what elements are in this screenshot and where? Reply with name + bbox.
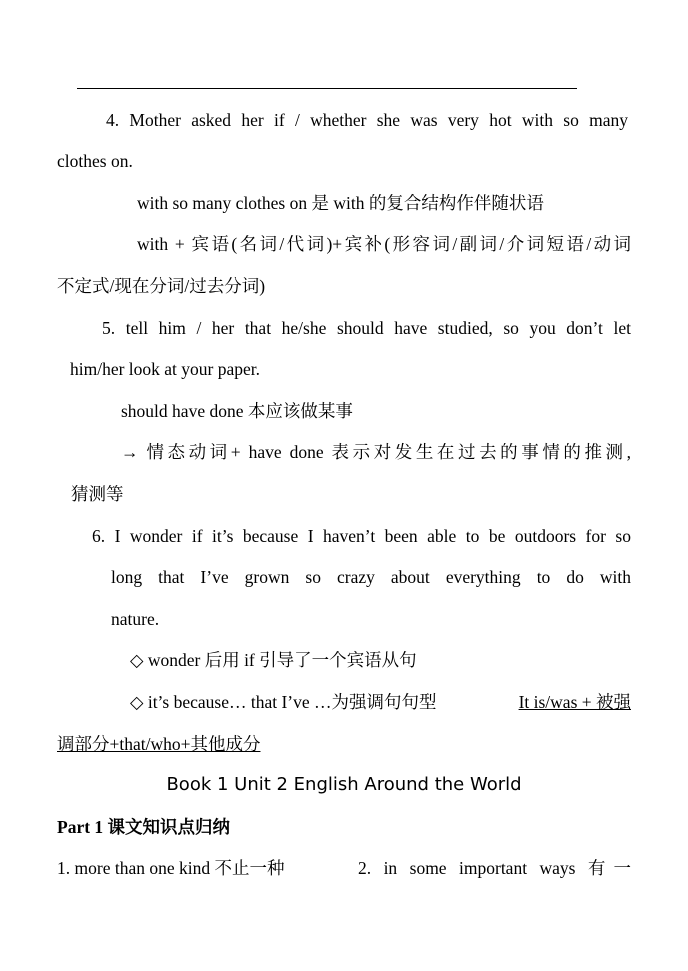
item-4-line-2: clothes on. bbox=[57, 151, 133, 171]
section-title: Book 1 Unit 2 English Around the World bbox=[166, 774, 522, 795]
list-item-1: 1. more than one kind 不止一种 bbox=[57, 858, 285, 878]
header-rule bbox=[77, 88, 577, 89]
item-5-note-2: → 情态动词+ have done 表示对发生在过去的事情的推测, bbox=[121, 442, 631, 462]
item-4-note-2-cont: 不定式/现在分词/过去分词) bbox=[57, 276, 266, 296]
list-item-2: 2. in some important ways 有一 bbox=[358, 858, 631, 878]
part-heading: Part 1 课文知识点归纳 bbox=[57, 817, 231, 837]
item-4-note-2: with + 宾语(名词/代词)+宾补(形容词/副词/介词短语/动词 bbox=[137, 234, 631, 254]
item-6-note-2 bbox=[130, 691, 631, 713]
item-5-note-2-cont: 猜测等 bbox=[71, 484, 124, 504]
item-6-line-1: 6. I wonder if it’s because I haven’t been able to be outdoors for so bbox=[92, 526, 631, 546]
item-6-line-3: nature. bbox=[111, 609, 160, 629]
item-5-line-1: 5. tell him / her that he/she should have studied, so you don’t let bbox=[102, 318, 631, 338]
item-6-note-2-text: ◇ it’s because… that I’ve …为强调句句型 bbox=[130, 692, 437, 712]
item-6-note-2-pattern: It is/was + 被强 bbox=[518, 692, 631, 712]
item-6-note-2-cont: 调部分+that/who+其他成分 bbox=[57, 734, 261, 754]
item-5-note-1: should have done 本应该做某事 bbox=[121, 401, 353, 421]
item-6-line-2: long that I’ve grown so crazy about everything to do with bbox=[111, 567, 631, 587]
item-5-line-2: him/her look at your paper. bbox=[70, 359, 261, 379]
item-6-note-1: ◇ wonder 后用 if 引导了一个宾语从句 bbox=[130, 650, 417, 670]
item-4-note-1: with so many clothes on 是 with 的复合结构作伴随状语 bbox=[137, 193, 544, 213]
item-4-line-1: 4. Mother asked her if / whether she was very hot with so many bbox=[106, 110, 628, 130]
